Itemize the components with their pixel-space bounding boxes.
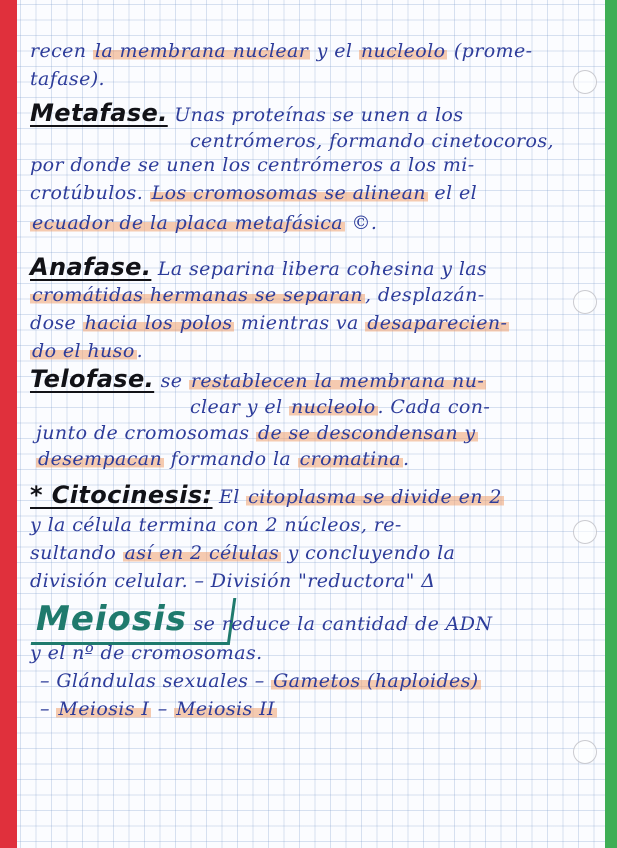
section-heading: Telofase. xyxy=(30,365,155,393)
note-text: se xyxy=(154,370,189,392)
highlighted-text: desempacan xyxy=(38,448,163,470)
binder-hole xyxy=(573,740,597,764)
note-text: centrómeros, formando cinetocoros, xyxy=(190,130,554,152)
note-line xyxy=(30,482,504,510)
note-line xyxy=(30,210,377,236)
section-heading: Metafase. xyxy=(30,99,168,127)
note-line xyxy=(30,310,509,336)
section-heading: * Citocinesis: xyxy=(30,481,213,509)
note-line xyxy=(40,668,481,694)
note-line xyxy=(30,512,402,538)
note-text: tafase). xyxy=(30,68,105,90)
note-text: ©. xyxy=(345,212,378,234)
note-line xyxy=(30,282,485,308)
note-text: formando la xyxy=(164,448,298,470)
note-text: El xyxy=(212,486,247,508)
binder-hole xyxy=(573,520,597,544)
note-text: crotúbulos. xyxy=(30,182,150,204)
highlighted-text: citoplasma se divide en 2 xyxy=(248,486,502,508)
note-text: – xyxy=(40,698,57,720)
left-margin-stripe xyxy=(0,0,17,848)
note-text: por donde se unen los centrómeros a los mi- xyxy=(30,154,475,176)
section-heading: Anafase. xyxy=(30,253,152,281)
note-line xyxy=(30,66,105,92)
note-text: dose xyxy=(30,312,83,334)
highlighted-text: ecuador de la placa metafásica xyxy=(32,212,344,234)
note-line xyxy=(30,152,475,178)
note-text: junto de cromosomas xyxy=(36,422,256,444)
note-text: el el xyxy=(427,182,478,204)
note-text: recen xyxy=(30,40,93,62)
highlighted-text: Meiosis I xyxy=(58,698,150,720)
note-text: y la célula termina con 2 núcleos, re- xyxy=(30,514,402,536)
note-line xyxy=(40,696,277,722)
note-text: y el xyxy=(310,40,359,62)
note-text: y concluyendo la xyxy=(281,542,456,564)
note-line xyxy=(36,420,478,446)
note-text: división celular. xyxy=(30,570,189,592)
highlighted-text: de se descondensan y xyxy=(257,422,476,444)
note-text: – Glándulas sexuales – xyxy=(40,670,272,692)
binder-hole xyxy=(573,70,597,94)
highlighted-text: Meiosis II xyxy=(176,698,275,720)
note-line xyxy=(30,366,486,394)
note-line xyxy=(36,599,493,639)
highlighted-text: nucleolo xyxy=(290,396,376,418)
note-line xyxy=(30,640,263,666)
note-text: – xyxy=(151,698,175,720)
right-margin-stripe xyxy=(605,0,617,848)
note-text: La separina libera cohesina y las xyxy=(151,258,488,280)
highlighted-text: así en 2 células xyxy=(124,542,280,564)
note-text: . Cada con- xyxy=(377,396,491,418)
note-text: . xyxy=(402,448,410,470)
highlighted-text: restablecen la membrana nu- xyxy=(190,370,485,392)
highlighted-text: do el huso xyxy=(32,340,135,362)
note-text: (prome- xyxy=(447,40,533,62)
highlighted-text: la membrana nuclear xyxy=(94,40,309,62)
note-line xyxy=(36,446,409,472)
note-text: , desplazán- xyxy=(364,284,485,306)
binder-hole xyxy=(573,290,597,314)
highlighted-text: Gametos (haploides) xyxy=(273,670,479,692)
note-text: mientras va xyxy=(234,312,366,334)
note-line xyxy=(30,338,143,364)
note-text: . xyxy=(136,340,144,362)
meiosis-title: Meiosis xyxy=(36,599,188,639)
note-line xyxy=(30,568,435,594)
note-line xyxy=(30,38,532,64)
note-line xyxy=(190,128,554,154)
highlighted-text: nucleolo xyxy=(360,40,446,62)
note-text: sultando xyxy=(30,542,123,564)
highlighted-text: cromatina xyxy=(299,448,401,470)
note-text: se reduce la cantidad de ADN xyxy=(187,613,493,635)
highlighted-text: desaparecien- xyxy=(367,312,508,334)
note-line xyxy=(30,254,487,282)
highlighted-text: Los cromosomas se alinean xyxy=(151,182,426,204)
note-text: Unas proteínas se unen a los xyxy=(167,104,464,126)
highlighted-text: hacia los polos xyxy=(84,312,233,334)
note-text: clear y el xyxy=(190,396,289,418)
note-text: y el nº de cromosomas. xyxy=(30,642,263,664)
note-line xyxy=(30,540,455,566)
note-line xyxy=(30,100,463,128)
note-text: – División "reductora" Δ xyxy=(188,570,436,592)
highlighted-text: cromátidas hermanas se separan xyxy=(32,284,363,306)
note-line xyxy=(30,180,477,206)
note-line xyxy=(190,394,490,420)
